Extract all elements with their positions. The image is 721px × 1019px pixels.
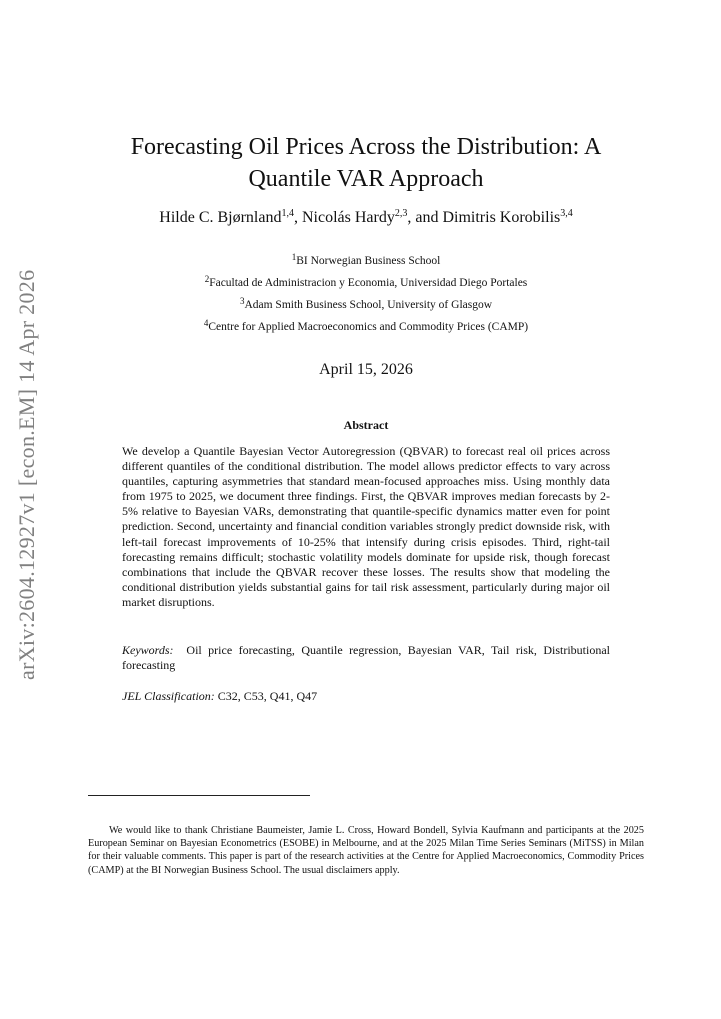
affiliation-mark: 3 <box>239 296 245 306</box>
author-name: Nicolás Hardy <box>301 209 395 226</box>
acknowledgements-footnote: We would like to thank Christiane Baumeister, Jamie L. Cross, Howard Bondell, Sylvia Kaufmann and participants at the 2025 European Seminar on Bayesian Econometrics (ESOBE) in Melbourne, and at the 2025 Milan Time Series Seminars (MiTSS) in Milan for their valuable comments. This paper is part of the research activities at the Centre for Applied Macroeconomics, Commodity Prices (CAMP) at the BI Norwegian Business School. The usual disclaimers apply. <box>88 825 644 876</box>
affiliation-mark: 2 <box>204 274 210 284</box>
keywords-label: Keywords: <box>122 643 174 657</box>
author-separator: , and <box>407 209 443 226</box>
jel-line <box>122 689 610 704</box>
author-separator: , <box>293 209 302 226</box>
affiliation-text: Facultad de Administracion y Economia, Universidad Diego Portales <box>209 277 528 289</box>
paper-date: April 15, 2026 <box>319 361 413 378</box>
affiliation <box>90 250 642 272</box>
author-affiliation-marks: 2,3 <box>394 208 408 219</box>
abstract-body: We develop a Quantile Bayesian Vector Autoregression (QBVAR) to forecast real oil prices across different quantiles of the conditional distribution. The model allows predictor effects to vary across quantiles, capturing asymmetries that standard mean-focused approaches miss. Using monthly data from 1975 to 2025, we document three findings. First, the QBVAR improves median forecasts by 2-5% relative to Bayesian VARs, demonstrating that quantile-specific dynamics matter even for point prediction. Second, uncertainty and financial condition variables strongly predict downside risk, with left-tail forecast improvements of 10-25% that intensify during crisis episodes. Third, right-tail forecasting remains difficult; stochastic volatility models dominate for upside risk, though forecast combinations that include the QBVAR recover these losses. The results show that modeling the conditional distribution yields substantial gains for tail risk assessment, particularly during major oil market disruptions. <box>122 444 610 609</box>
author-affiliation-marks: 3,4 <box>560 208 573 219</box>
author-list <box>90 209 642 227</box>
author-affiliation-marks: 1,4 <box>281 208 294 219</box>
affiliation <box>90 294 642 316</box>
affiliation <box>90 316 642 338</box>
affiliation-mark: 1 <box>291 252 297 262</box>
arxiv-identifier: arXiv:2604.12927v1 [econ.EM] 14 Apr 2026 <box>14 269 39 680</box>
author-name: Dimitris Korobilis <box>442 209 561 226</box>
affiliation <box>90 272 642 294</box>
jel-label: JEL Classification: <box>122 689 215 703</box>
affiliation-list <box>90 250 642 338</box>
keywords-text: Oil price forecasting, Quantile regression, Bayesian VAR, Tail risk, Distributional forecasting <box>122 643 610 673</box>
affiliation-text: Adam Smith Business School, University of Glasgow <box>244 299 493 311</box>
abstract-heading: Abstract <box>343 418 389 432</box>
footnote-divider <box>88 795 310 796</box>
paper-title: Forecasting Oil Prices Across the Distribution: A Quantile VAR Approach <box>130 134 602 192</box>
keywords-line <box>122 643 610 673</box>
author-name: Hilde C. Bjørnland <box>159 209 282 226</box>
affiliation-mark: 4 <box>203 318 209 328</box>
jel-codes: C32, C53, Q41, Q47 <box>217 689 318 703</box>
affiliation-text: Centre for Applied Macroeconomics and Commodity Prices (CAMP) <box>208 321 529 333</box>
affiliation-text: BI Norwegian Business School <box>296 255 441 267</box>
